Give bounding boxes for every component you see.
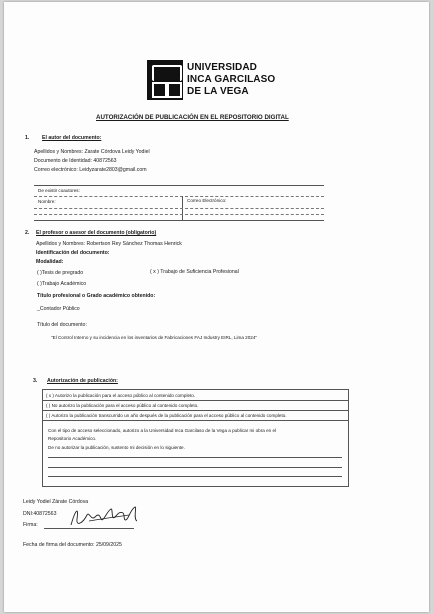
section-3-number: 3. <box>33 378 38 384</box>
doc-title-label: Título del documento: <box>37 322 87 328</box>
section-2-heading: El profesor o asesor del documento (obligatorio) <box>36 230 157 236</box>
document-identification-label: Identificación del documento: <box>36 250 110 256</box>
auth-paragraph-1: Con el tipo de acceso seleccionado, autorizo a la Universidad Inca Garcilaso de la Vega a publicar mi obra en el <box>48 428 277 433</box>
author-email: Correo electrónico: Leidyzarate2803@gmail.com <box>34 167 147 173</box>
coauthor-name-label: Nombre: <box>38 199 56 204</box>
coauthor-email-label: Correo Electrónico: <box>187 198 227 203</box>
handwritten-signature-icon <box>67 501 143 531</box>
signature-label: Firma: <box>23 522 38 528</box>
option-suficiencia-profesional: ( x ) Trabajo de Suficiencia Profesional <box>150 269 239 275</box>
section-1-heading: El autor del documento: <box>42 135 102 141</box>
document-page <box>4 2 429 612</box>
logo-line-1: UNIVERSIDAD <box>187 62 257 73</box>
auth-paragraph-3: De no autorizar la publicación, sustento mi decisión en lo siguiente. <box>48 445 185 450</box>
auth-paragraph-2: Repositorio Académico. <box>48 436 97 441</box>
advisor-names: Apellidos y Nombres: Robertson Rey Sánchez Thomas Henrick <box>36 241 182 247</box>
university-logo <box>147 60 279 100</box>
logo-line-3: DE LA VEGA <box>187 86 249 97</box>
auth-option-full: ( x ) Autorizo la publicación para el acceso público al contenido completo. <box>46 393 196 398</box>
document-title: AUTORIZACIÓN DE PUBLICACIÓN EN EL REPOSITORIO DIGITAL <box>96 114 289 121</box>
signature-date: Fecha de firma del documento: 25/09/2025 <box>23 542 122 548</box>
auth-option-none: ( ) No autorizo la publicación para el acceso público al contenido completo. <box>46 403 199 408</box>
degree-label: Título profesional o Grado académico obtenido: <box>37 293 156 299</box>
section-1-number: 1. <box>25 135 30 141</box>
option-trabajo-academico: ( )Trabajo Académico <box>37 281 87 287</box>
auth-option-one-year: ( ) Autorizo la publicación transcurrido un año después de la publicación para el acceso público al contenido completo. <box>46 413 287 418</box>
doc-title-value: "El Control Interno y su incidencia en los inventarios de Fabricaciones FAJ Industry EIRL, Lima 2024" <box>51 335 258 340</box>
author-names: Apellidos y Nombres: Zarate Córdova Leidy Yodiel <box>34 149 150 155</box>
modalidad-label: Modalidad: <box>36 259 64 265</box>
author-dni: Documento de Identidad: 40872563 <box>34 158 117 164</box>
option-tesis-pregrado: ( )Tesis de pregrado <box>37 270 84 276</box>
coauthors-heading: De existir coautores: <box>38 188 80 193</box>
logo-line-2: INCA GARCILASO <box>187 74 276 85</box>
section-2-number: 2. <box>25 230 30 236</box>
section-3-heading: Autorización de publicación: <box>47 378 118 384</box>
logo-emblem-icon <box>147 60 183 100</box>
signer-dni: DNI:40872563 <box>23 511 57 517</box>
signer-name: Leidy Yodiel Zárate Córdova <box>23 499 89 505</box>
degree-value: _Contador Público <box>37 306 80 312</box>
